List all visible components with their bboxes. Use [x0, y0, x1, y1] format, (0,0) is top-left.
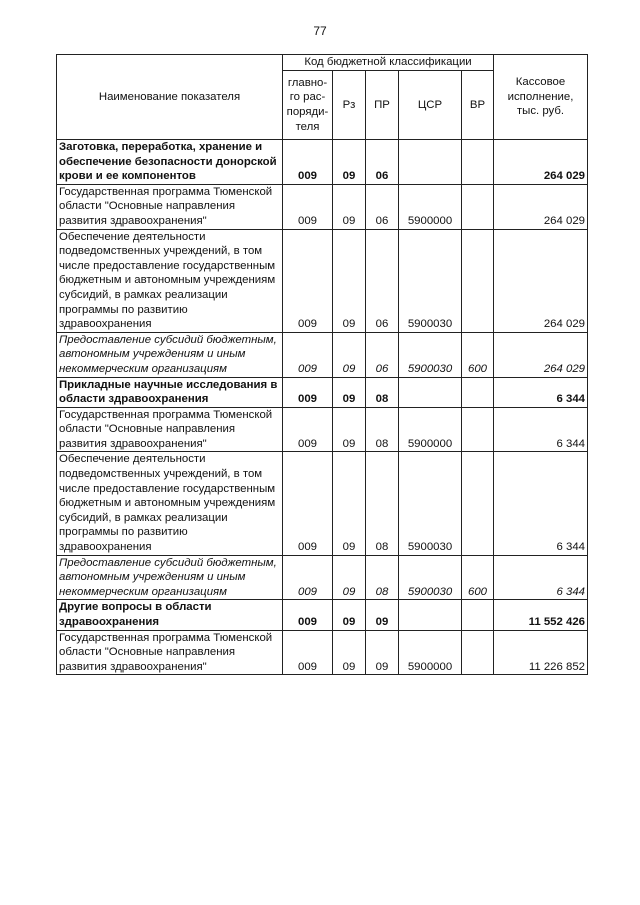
row-vr-code [462, 229, 494, 332]
row-csr-code: 5900030 [399, 555, 462, 600]
row-pr-code: 08 [366, 407, 399, 452]
row-rz-code: 09 [333, 452, 366, 555]
row-rz-code: 09 [333, 407, 366, 452]
row-vr-code [462, 600, 494, 630]
row-pr-code: 08 [366, 452, 399, 555]
table-row [57, 555, 588, 600]
row-csr-code: 5900000 [399, 630, 462, 675]
row-pr-code: 09 [366, 630, 399, 675]
row-pr-code: 08 [366, 377, 399, 407]
table-row [57, 377, 588, 407]
row-name: Государственная программа Тюменской области "Основные направления развития здравоохранения" [57, 407, 283, 452]
row-vr-code [462, 184, 494, 229]
row-pr-code: 09 [366, 600, 399, 630]
row-vr-code [462, 452, 494, 555]
row-vr-code [462, 630, 494, 675]
row-vr-code: 600 [462, 332, 494, 377]
header-classification-group: Код бюджетной классификации [283, 55, 494, 71]
row-csr-code [399, 377, 462, 407]
row-rz-code: 09 [333, 377, 366, 407]
row-glav-code: 009 [283, 332, 333, 377]
row-csr-code: 5900000 [399, 407, 462, 452]
row-name: Государственная программа Тюменской области "Основные направления развития здравоохранения" [57, 630, 283, 675]
table-row [57, 184, 588, 229]
page-number: 77 [313, 24, 327, 38]
row-name: Предоставление субсидий бюджетным, автономным учреждениям и иным некоммерческим организациям [57, 332, 283, 377]
row-vr-code [462, 407, 494, 452]
row-pr-code: 06 [366, 140, 399, 185]
row-rz-code: 09 [333, 184, 366, 229]
row-amount: 11 226 852 [494, 630, 588, 675]
header-vr: ВР [462, 71, 494, 140]
row-csr-code: 5900030 [399, 452, 462, 555]
header-csr: ЦСР [399, 71, 462, 140]
row-name: Другие вопросы в области здравоохранения [57, 600, 283, 630]
row-csr-code [399, 600, 462, 630]
header-pr: ПР [366, 71, 399, 140]
row-name: Обеспечение деятельности подведомственных учреждений, в том числе предоставление государственным бюджетным и автономным учреждениям субсидий, в рамках реализации программы по развитию здравоохранения [57, 229, 283, 332]
row-vr-code: 600 [462, 555, 494, 600]
row-csr-code: 5900030 [399, 332, 462, 377]
row-name: Обеспечение деятельности подведомственных учреждений, в том числе предоставление государственным бюджетным и автономным учреждениям субсидий, в рамках реализации программы по развитию здравоохранения [57, 452, 283, 555]
table-row [57, 140, 588, 185]
row-rz-code: 09 [333, 630, 366, 675]
row-rz-code: 09 [333, 600, 366, 630]
header-amount: Кассовое исполнение, тыс. руб. [494, 55, 588, 140]
row-glav-code: 009 [283, 184, 333, 229]
table-body [57, 140, 588, 675]
row-glav-code: 009 [283, 555, 333, 600]
table-row [57, 332, 588, 377]
row-amount: 264 029 [494, 184, 588, 229]
row-vr-code [462, 140, 494, 185]
header-rz: Рз [333, 71, 366, 140]
row-amount: 6 344 [494, 407, 588, 452]
row-glav-code: 009 [283, 600, 333, 630]
table-header [57, 55, 588, 140]
row-pr-code: 08 [366, 555, 399, 600]
row-name: Прикладные научные исследования в области здравоохранения [57, 377, 283, 407]
budget-table [56, 54, 588, 675]
row-vr-code [462, 377, 494, 407]
row-amount: 6 344 [494, 555, 588, 600]
row-csr-code: 5900000 [399, 184, 462, 229]
row-csr-code: 5900030 [399, 229, 462, 332]
row-amount: 264 029 [494, 140, 588, 185]
row-rz-code: 09 [333, 332, 366, 377]
row-name: Государственная программа Тюменской области "Основные направления развития здравоохранения" [57, 184, 283, 229]
row-pr-code: 06 [366, 332, 399, 377]
row-rz-code: 09 [333, 555, 366, 600]
row-glav-code: 009 [283, 140, 333, 185]
row-amount: 11 552 426 [494, 600, 588, 630]
table-row [57, 630, 588, 675]
row-amount: 6 344 [494, 377, 588, 407]
row-amount: 6 344 [494, 452, 588, 555]
row-glav-code: 009 [283, 630, 333, 675]
row-amount: 264 029 [494, 229, 588, 332]
row-name: Предоставление субсидий бюджетным, автономным учреждениям и иным некоммерческим организациям [57, 555, 283, 600]
table-row [57, 600, 588, 630]
header-name: Наименование показателя [57, 55, 283, 140]
row-rz-code: 09 [333, 140, 366, 185]
row-csr-code [399, 140, 462, 185]
row-pr-code: 06 [366, 184, 399, 229]
row-glav-code: 009 [283, 229, 333, 332]
row-rz-code: 09 [333, 229, 366, 332]
table-row [57, 407, 588, 452]
row-glav-code: 009 [283, 452, 333, 555]
table-row [57, 229, 588, 332]
table-row [57, 452, 588, 555]
row-name: Заготовка, переработка, хранение и обеспечение безопасности донорской крови и ее компонентов [57, 140, 283, 185]
row-glav-code: 009 [283, 407, 333, 452]
row-pr-code: 06 [366, 229, 399, 332]
row-glav-code: 009 [283, 377, 333, 407]
header-glav: главно-го рас-поряди-теля [283, 71, 333, 140]
row-amount: 264 029 [494, 332, 588, 377]
